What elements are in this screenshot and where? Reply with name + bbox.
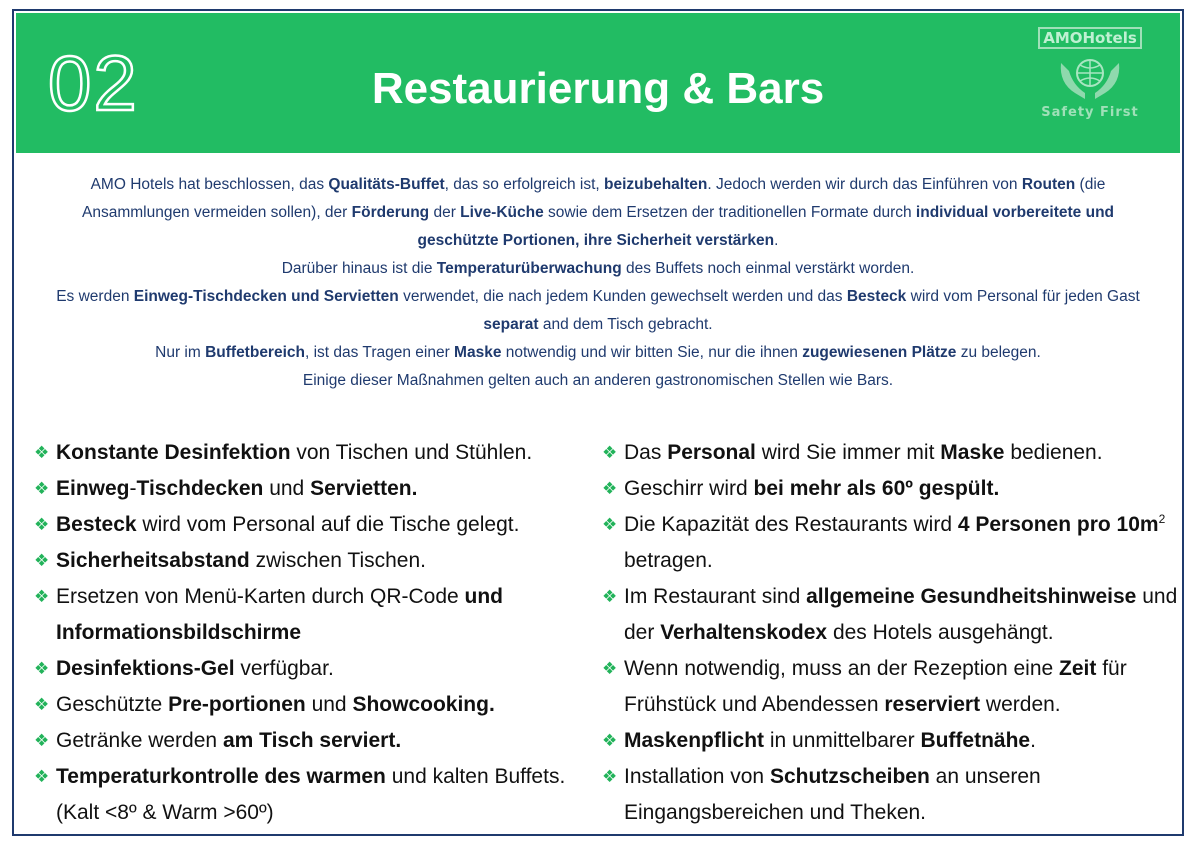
list-segment: Besteck [56, 513, 137, 536]
intro-segment: sowie dem Ersetzen der traditionellen Formate durch [543, 204, 916, 221]
intro-paragraph-1 [54, 171, 1142, 255]
list-segment: Geschirr wird [624, 477, 754, 500]
intro-segment: verwendet, die nach jedem Kunden gewechselt werden und das [398, 288, 847, 305]
list-segment: - [129, 477, 137, 500]
intro-segment: AMO Hotels hat beschlossen, das [90, 176, 329, 193]
list-segment: Servietten. [310, 477, 418, 500]
page-title: Restaurierung & Bars [371, 64, 825, 113]
list-segment: wird Sie immer mit [755, 441, 941, 464]
list-segment: bei mehr als 60º gespült. [753, 477, 1000, 500]
diamond-bullet-icon: ❖ [34, 695, 50, 714]
list-segment: Zeit [1059, 657, 1097, 680]
diamond-bullet-icon: ❖ [34, 587, 50, 606]
intro-segment: Buffetbereich [205, 344, 305, 361]
list-segment: Das [624, 441, 668, 464]
intro-segment: Förderung [351, 204, 430, 221]
logo-name: AMOHotels [1038, 27, 1142, 49]
list-item [602, 723, 1182, 759]
list-segment: Verhaltenskodex [660, 621, 828, 644]
intro-segment: beizubehalten [604, 176, 708, 193]
list-segment: und der [624, 585, 1178, 644]
diamond-bullet-icon: ❖ [602, 587, 618, 606]
intro-segment: . Jedoch werden wir durch das Einführen von [707, 176, 1022, 193]
list-segment: Im Restaurant sind [624, 585, 807, 608]
intro-segment: (die Ansammlungen vermeiden sollen), der [81, 176, 1106, 221]
list-segment: reserviert [884, 693, 981, 716]
intro-segment: Nur im [155, 344, 206, 361]
list-segment: Konstante Desinfektion [56, 441, 291, 464]
intro-paragraph-5 [54, 367, 1142, 395]
list-segment: Ersetzen von Menü-Karten durch QR-Code [56, 585, 465, 608]
page-frame [12, 9, 1184, 836]
list-segment: Temperaturkontrolle des warmen [56, 765, 386, 788]
section-number: 02 [48, 39, 139, 127]
measures-list-right [602, 435, 1182, 831]
intro-segment: wird vom Personal für jeden Gast [906, 288, 1140, 305]
list-segment: verfügbar. [234, 657, 334, 680]
measures-list-left [34, 435, 594, 831]
diamond-bullet-icon: ❖ [602, 659, 618, 678]
list-segment: allgemeine Gesundheitshinweise [806, 585, 1137, 608]
list-segment: Installation von [624, 765, 770, 788]
list-segment: Einweg [56, 477, 130, 500]
list-segment: Die Kapazität des Restaurants wird [624, 513, 958, 536]
list-segment: Sicherheitsabstand [56, 549, 250, 572]
list-segment: Maske [940, 441, 1005, 464]
intro-segment: Einige dieser Maßnahmen gelten auch an anderen gastronomischen Stellen wie Bars. [302, 372, 894, 389]
list-segment: an unseren Eingangsbereichen und Theken. [624, 765, 1041, 824]
list-item [602, 471, 1182, 507]
intro-segment: individual vorbereitete und geschützte Portionen, ihre Sicherheit verstärken [417, 204, 1115, 249]
list-item [34, 687, 594, 723]
header-banner [16, 13, 1180, 153]
intro-paragraph-3 [54, 283, 1142, 339]
diamond-bullet-icon: ❖ [602, 731, 618, 750]
logo-tagline: Safety First [1041, 105, 1139, 120]
intro-segment: . [774, 232, 779, 249]
list-segment: und Informationsbildschirme [56, 585, 504, 644]
intro-paragraph-4 [54, 339, 1142, 367]
intro-segment: zugewiesenen Plätze [802, 344, 957, 361]
intro-segment: Besteck [846, 288, 907, 305]
diamond-bullet-icon: ❖ [34, 515, 50, 534]
intro-segment: des Buffets noch einmal verstärkt worden. [621, 260, 915, 277]
intro-segment: Qualitäts-Buffet [328, 176, 445, 193]
list-item [34, 759, 594, 831]
intro-segment: Maske [454, 344, 502, 361]
list-segment: werden. [980, 693, 1061, 716]
brand-logo [1036, 27, 1144, 131]
list-item [34, 651, 594, 687]
list-segment: Wenn notwendig, muss an der Rezeption eine [624, 657, 1060, 680]
list-segment: von Tischen und Stühlen. [290, 441, 533, 464]
diamond-bullet-icon: ❖ [602, 443, 618, 462]
list-segment: Showcooking. [352, 693, 495, 716]
diamond-bullet-icon: ❖ [602, 767, 618, 786]
intro-segment: Live-Küche [460, 204, 544, 221]
intro-segment: notwendig und wir bitten Sie, nur die ihnen [501, 344, 803, 361]
list-item [34, 435, 594, 471]
diamond-bullet-icon: ❖ [34, 551, 50, 570]
intro-segment: , ist das Tragen einer [304, 344, 455, 361]
hands-globe-icon [1055, 53, 1125, 103]
list-item [602, 435, 1182, 471]
intro-paragraph-2 [54, 255, 1142, 283]
list-segment: Getränke werden [56, 729, 223, 752]
list-segment: Buffetnähe [920, 729, 1031, 752]
list-segment: 4 Personen pro 10m [957, 513, 1159, 536]
list-segment: Maskenpflicht [624, 729, 765, 752]
intro-segment: der [429, 204, 461, 221]
list-segment: Desinfektions-Gel [56, 657, 235, 680]
list-item [34, 507, 594, 543]
list-item [34, 579, 594, 651]
intro-segment: Darüber hinaus ist die [281, 260, 437, 277]
list-item [34, 543, 594, 579]
intro-segment: Es werden [56, 288, 134, 305]
list-item [34, 471, 594, 507]
intro-text [54, 171, 1142, 395]
list-segment: für Frühstück und Abendessen [624, 657, 1127, 716]
intro-segment: zu belegen. [956, 344, 1041, 361]
list-item [602, 579, 1182, 651]
list-segment: bedienen. [1004, 441, 1103, 464]
intro-segment: , das so erfolgreich ist, [444, 176, 605, 193]
list-segment: betragen. [624, 549, 713, 572]
diamond-bullet-icon: ❖ [34, 659, 50, 678]
list-segment: Tischdecken [136, 477, 264, 500]
intro-segment: Temperaturüberwachung [436, 260, 622, 277]
intro-segment: Routen [1021, 176, 1076, 193]
list-item [34, 723, 594, 759]
diamond-bullet-icon: ❖ [602, 515, 618, 534]
diamond-bullet-icon: ❖ [34, 443, 50, 462]
list-segment: und [263, 477, 311, 500]
diamond-bullet-icon: ❖ [34, 767, 50, 786]
list-segment: und kalten Buffets. (Kalt <8º & Warm >60º) [56, 765, 566, 824]
list-segment: und [305, 693, 353, 716]
diamond-bullet-icon: ❖ [34, 479, 50, 498]
list-segment: . [1030, 729, 1036, 752]
diamond-bullet-icon: ❖ [602, 479, 618, 498]
intro-segment: separat [483, 316, 539, 333]
list-segment: zwischen Tischen. [249, 549, 426, 572]
diamond-bullet-icon: ❖ [34, 731, 50, 750]
list-item [602, 759, 1182, 831]
list-segment: am Tisch serviert. [222, 729, 402, 752]
intro-segment: and dem Tisch gebracht. [538, 316, 713, 333]
list-segment: wird vom Personal auf die Tische gelegt. [136, 513, 520, 536]
list-segment: 2 [1158, 512, 1166, 526]
list-segment: Schutzscheiben [769, 765, 930, 788]
list-segment: Personal [667, 441, 756, 464]
intro-segment: Einweg-Tischdecken und Servietten [133, 288, 399, 305]
list-segment: Geschützte [56, 693, 169, 716]
list-item [602, 651, 1182, 723]
list-segment: des Hotels ausgehängt. [827, 621, 1054, 644]
list-segment: Pre-portionen [168, 693, 306, 716]
list-segment: in unmittelbarer [764, 729, 921, 752]
list-item [602, 507, 1182, 579]
